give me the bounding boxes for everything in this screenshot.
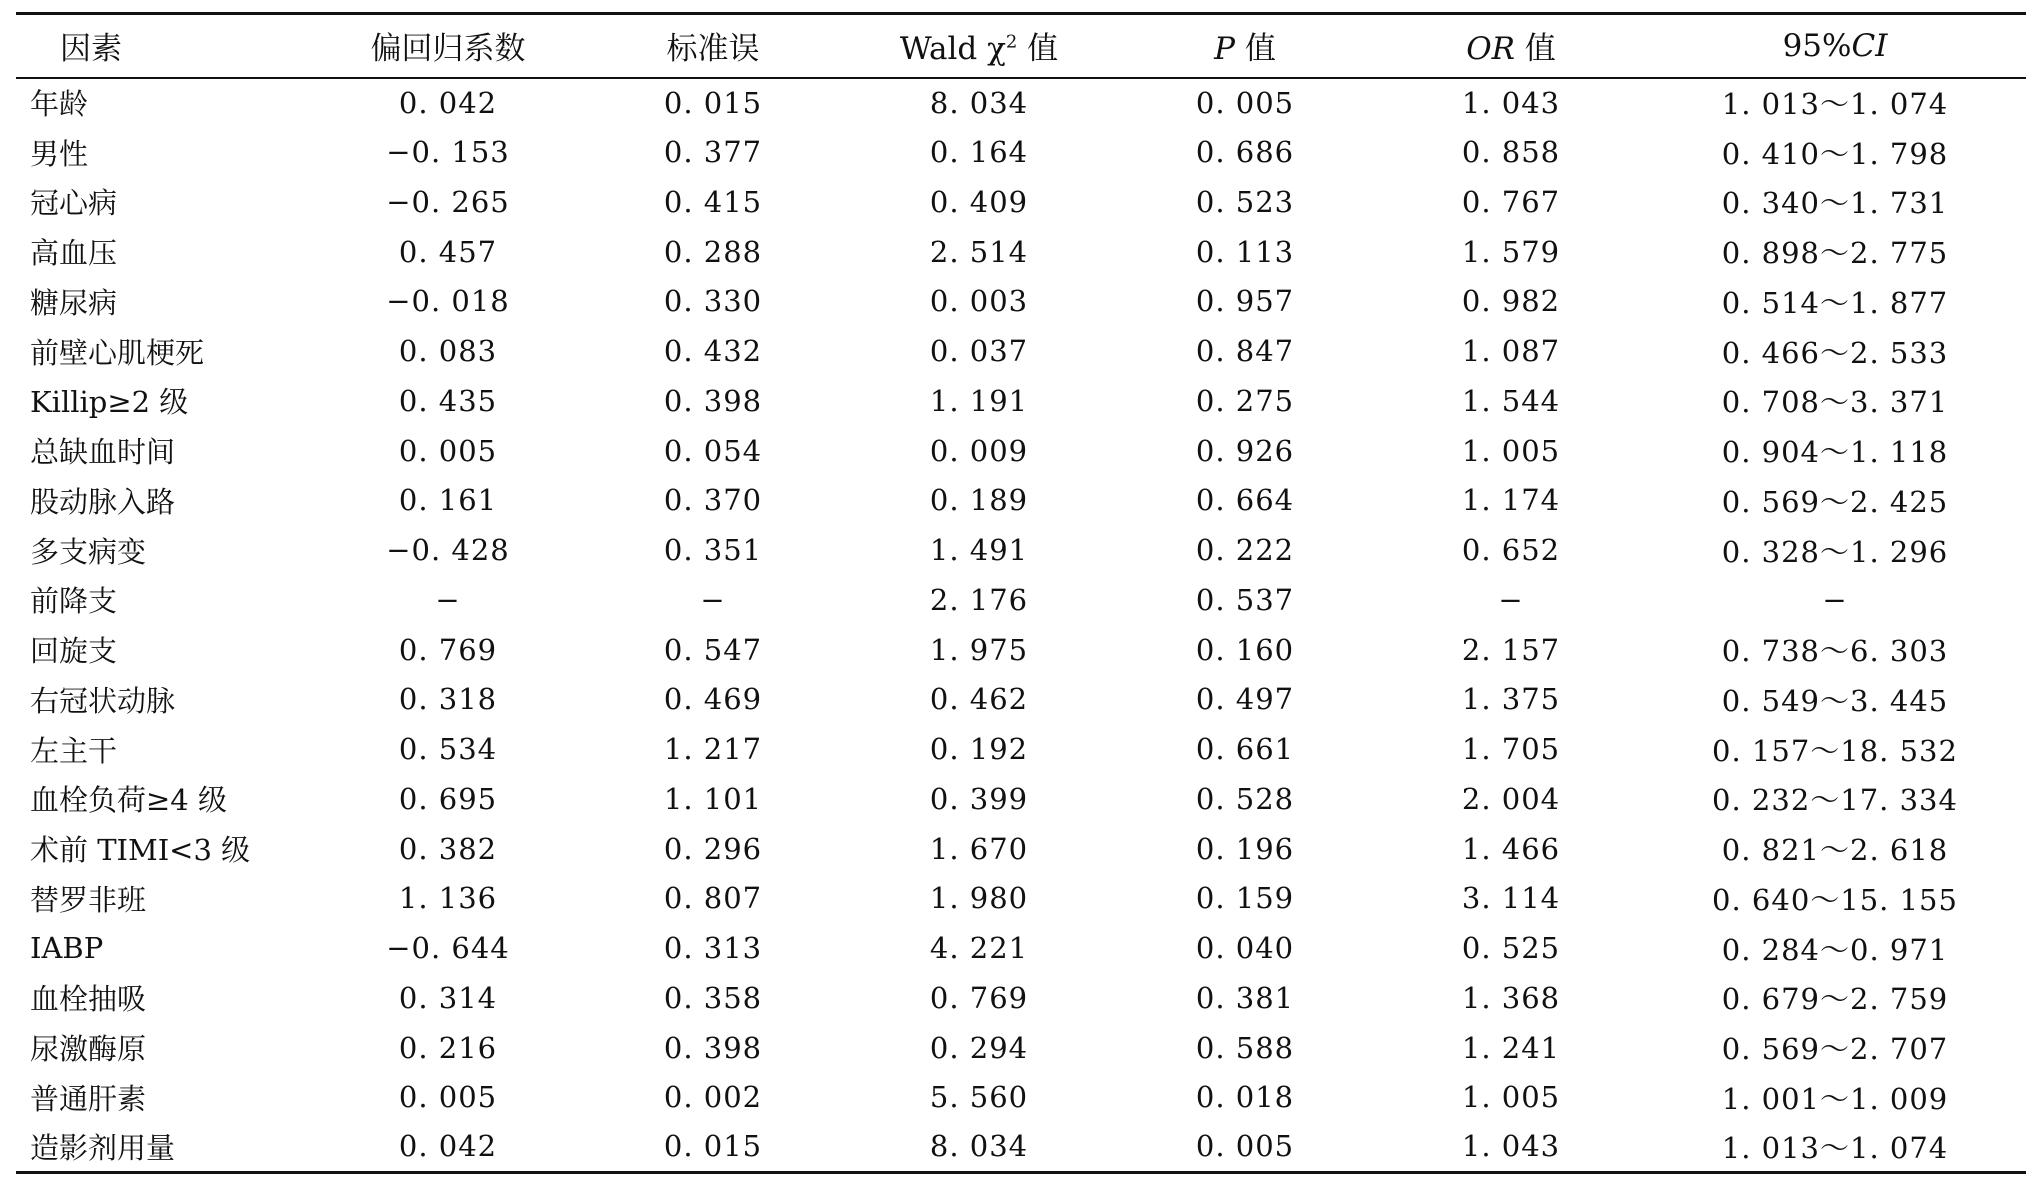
cell-wald: 1. 975 <box>929 632 1029 667</box>
table-row <box>16 824 2026 874</box>
cell-factor: 替罗非班 <box>30 882 147 917</box>
cell-wald: 0. 294 <box>929 1030 1029 1065</box>
cell-p: 0. 381 <box>1195 980 1295 1015</box>
cell-se: 0. 296 <box>663 831 763 866</box>
cell-wald: 0. 003 <box>929 284 1029 319</box>
cell-or: 0. 525 <box>1461 931 1561 966</box>
cell-p: 0. 664 <box>1195 483 1295 518</box>
cell-p: 0. 005 <box>1112 1122 1378 1172</box>
cell-or: 2. 004 <box>1461 781 1561 816</box>
cell-or: 0. 652 <box>1461 533 1561 568</box>
cell-or: 1. 466 <box>1461 831 1561 866</box>
cell-se: 0. 015 <box>580 1122 846 1172</box>
header-se: 标准误 <box>580 14 846 78</box>
cell-or: 1. 241 <box>1461 1030 1561 1065</box>
cell-wald: 0. 192 <box>929 732 1029 767</box>
table-row <box>16 525 2026 575</box>
cell-factor: 多支病变 <box>30 534 147 569</box>
cell-p: 0. 588 <box>1195 1030 1295 1065</box>
table-row <box>16 1023 2026 1073</box>
cell-p: 0. 196 <box>1195 831 1295 866</box>
cell-ci: 0. 410～1. 798 <box>1721 136 1949 171</box>
cell-se: 0. 330 <box>663 284 763 319</box>
regression-table-container <box>16 12 2026 1174</box>
cell-wald: 0. 399 <box>929 781 1029 816</box>
cell-coef: 0. 005 <box>398 433 498 468</box>
cell-coef: −0. 265 <box>386 184 510 219</box>
header-p-suffix: 值 <box>1235 31 1276 68</box>
cell-or: 1. 174 <box>1461 483 1561 518</box>
cell-factor: 造影剂用量 <box>16 1122 316 1172</box>
cell-or: 1. 579 <box>1461 234 1561 269</box>
header-ci-italic: CI <box>1851 27 1888 64</box>
cell-p: 0. 159 <box>1195 881 1295 916</box>
cell-factor: 高血压 <box>30 236 118 271</box>
table-row <box>16 1122 2026 1172</box>
cell-p: 0. 926 <box>1195 433 1295 468</box>
cell-ci: 0. 157～18. 532 <box>1712 733 1958 768</box>
cell-ci: 0. 284～0. 971 <box>1721 932 1949 967</box>
cell-wald: 1. 491 <box>929 533 1029 568</box>
table-row <box>16 78 2026 128</box>
cell-or: 1. 368 <box>1461 980 1561 1015</box>
cell-ci: 1. 013～1. 074 <box>1644 1122 2026 1172</box>
cell-wald: 0. 164 <box>929 135 1029 170</box>
cell-or: 1. 375 <box>1461 682 1561 717</box>
cell-wald: 2. 514 <box>929 234 1029 269</box>
cell-ci: 1. 013～1. 074 <box>1721 87 1949 122</box>
cell-se: 0. 398 <box>663 383 763 418</box>
cell-factor: 左主干 <box>30 733 118 768</box>
cell-wald: 2. 176 <box>929 582 1029 617</box>
cell-wald: 0. 037 <box>929 334 1029 369</box>
cell-ci: 0. 708～3. 371 <box>1721 385 1949 420</box>
cell-se: 0. 358 <box>663 980 763 1015</box>
table-row <box>16 127 2026 177</box>
table-row <box>16 774 2026 824</box>
cell-ci: 0. 232～17. 334 <box>1712 783 1958 818</box>
cell-p: 0. 160 <box>1195 632 1295 667</box>
cell-coef: 0. 435 <box>398 383 498 418</box>
cell-factor: 年龄 <box>30 87 89 122</box>
cell-or: 1. 043 <box>1378 1122 1644 1172</box>
cell-ci: 0. 340～1. 731 <box>1721 186 1949 221</box>
cell-se: 0. 547 <box>663 632 763 667</box>
cell-coef: −0. 644 <box>386 931 510 966</box>
header-p-italic: P <box>1214 31 1235 68</box>
cell-p: 0. 497 <box>1195 682 1295 717</box>
table-row <box>16 724 2026 774</box>
cell-or: 1. 005 <box>1461 1080 1561 1115</box>
header-row <box>16 14 2026 78</box>
header-coef: 偏回归系数 <box>316 14 580 78</box>
cell-factor: 尿激酶原 <box>30 1032 147 1067</box>
cell-wald: 0. 769 <box>929 980 1029 1015</box>
cell-coef: 0. 042 <box>398 85 498 120</box>
regression-table <box>16 12 2026 1174</box>
cell-or: 2. 157 <box>1461 632 1561 667</box>
cell-se: 1. 217 <box>663 732 763 767</box>
header-wald-prefix: Wald χ <box>899 31 1006 68</box>
cell-ci: 0. 328～1. 296 <box>1721 534 1949 569</box>
cell-coef: 0. 161 <box>398 483 498 518</box>
cell-factor: 糖尿病 <box>30 285 118 320</box>
cell-factor: 前壁心肌梗死 <box>30 335 205 370</box>
table-row <box>16 277 2026 327</box>
cell-or: 1. 544 <box>1461 383 1561 418</box>
cell-or: 1. 043 <box>1461 85 1561 120</box>
cell-p: 0. 275 <box>1195 383 1295 418</box>
header-ci <box>1644 14 2026 78</box>
cell-ci: 0. 514～1. 877 <box>1721 285 1949 320</box>
header-or-italic: OR <box>1466 31 1515 68</box>
cell-or: 0. 767 <box>1461 184 1561 219</box>
cell-wald: 8. 034 <box>929 85 1029 120</box>
cell-ci: 1. 001～1. 009 <box>1721 1081 1949 1116</box>
cell-coef: 0. 382 <box>398 831 498 866</box>
cell-ci: 0. 679～2. 759 <box>1721 982 1949 1017</box>
cell-p: 0. 847 <box>1195 334 1295 369</box>
cell-se: 0. 313 <box>663 931 763 966</box>
header-or <box>1378 14 1644 78</box>
cell-ci: 0. 569～2. 425 <box>1721 484 1949 519</box>
header-or-suffix: 值 <box>1514 31 1556 68</box>
cell-factor: 血栓抽吸 <box>30 982 147 1017</box>
cell-se: 0. 415 <box>663 184 763 219</box>
cell-factor: 冠心病 <box>30 186 118 221</box>
cell-ci: 0. 640～15. 155 <box>1712 882 1958 917</box>
cell-wald: 0. 462 <box>929 682 1029 717</box>
table-row <box>16 874 2026 924</box>
cell-or: 1. 005 <box>1461 433 1561 468</box>
cell-coef: 0. 318 <box>398 682 498 717</box>
cell-se: 0. 351 <box>663 533 763 568</box>
cell-or: 1. 705 <box>1461 732 1561 767</box>
table-row <box>16 177 2026 227</box>
cell-wald: 1. 670 <box>929 831 1029 866</box>
cell-p: 0. 005 <box>1195 85 1295 120</box>
cell-ci: 0. 898～2. 775 <box>1721 236 1949 271</box>
cell-wald: 5. 560 <box>929 1080 1029 1115</box>
cell-or: 0. 858 <box>1461 135 1561 170</box>
cell-p: 0. 018 <box>1195 1080 1295 1115</box>
cell-factor: IABP <box>30 931 104 966</box>
cell-factor: 右冠状动脉 <box>30 683 176 718</box>
cell-wald: 0. 189 <box>929 483 1029 518</box>
cell-se: 0. 288 <box>663 234 763 269</box>
table-row <box>16 426 2026 476</box>
table-row <box>16 227 2026 277</box>
cell-factor: Killip≥2 级 <box>30 385 189 420</box>
cell-wald: 0. 009 <box>929 433 1029 468</box>
table-row <box>16 923 2026 973</box>
header-p <box>1112 14 1378 78</box>
cell-factor: 前降支 <box>30 584 118 619</box>
cell-se: 0. 807 <box>663 881 763 916</box>
cell-factor: 总缺血时间 <box>30 435 176 470</box>
header-wald-suffix: 值 <box>1017 31 1059 68</box>
cell-wald: 4. 221 <box>929 931 1029 966</box>
cell-factor: 血栓负荷≥4 级 <box>30 783 227 818</box>
cell-wald: 0. 409 <box>929 184 1029 219</box>
cell-ci: 0. 549～3. 445 <box>1721 683 1949 718</box>
cell-ci: 0. 569～2. 707 <box>1721 1032 1949 1067</box>
cell-coef: −0. 153 <box>386 135 510 170</box>
cell-p: 0. 528 <box>1195 781 1295 816</box>
cell-coef: 0. 042 <box>316 1122 580 1172</box>
cell-ci: 0. 821～2. 618 <box>1721 833 1949 868</box>
cell-se: 0. 015 <box>663 85 763 120</box>
cell-coef: − <box>435 582 461 617</box>
cell-factor: 术前 TIMI<3 级 <box>30 833 251 868</box>
cell-se: 0. 377 <box>663 135 763 170</box>
cell-coef: 1. 136 <box>398 881 498 916</box>
table-row <box>16 973 2026 1023</box>
cell-coef: −0. 428 <box>386 533 510 568</box>
cell-p: 0. 537 <box>1195 582 1295 617</box>
cell-or: 3. 114 <box>1461 881 1561 916</box>
cell-ci: 0. 738～6. 303 <box>1721 634 1949 669</box>
cell-ci: 0. 466～2. 533 <box>1721 335 1949 370</box>
cell-coef: −0. 018 <box>386 284 510 319</box>
cell-coef: 0. 083 <box>398 334 498 369</box>
cell-or: 0. 982 <box>1461 284 1561 319</box>
cell-se: 1. 101 <box>663 781 763 816</box>
cell-coef: 0. 769 <box>398 632 498 667</box>
cell-coef: 0. 457 <box>398 234 498 269</box>
table-row <box>16 1073 2026 1123</box>
table-row <box>16 575 2026 625</box>
cell-ci: 0. 904～1. 118 <box>1721 435 1949 470</box>
header-ci-prefix: 95% <box>1782 27 1852 64</box>
table-row <box>16 326 2026 376</box>
cell-or: − <box>1498 582 1524 617</box>
cell-p: 0. 957 <box>1195 284 1295 319</box>
cell-se: 0. 398 <box>663 1030 763 1065</box>
cell-se: 0. 002 <box>663 1080 763 1115</box>
cell-ci: − <box>1822 582 1848 617</box>
cell-coef: 0. 216 <box>398 1030 498 1065</box>
cell-coef: 0. 534 <box>398 732 498 767</box>
cell-se: 0. 054 <box>663 433 763 468</box>
cell-p: 0. 686 <box>1195 135 1295 170</box>
cell-or: 1. 087 <box>1461 334 1561 369</box>
cell-se: 0. 469 <box>663 682 763 717</box>
cell-se: − <box>700 582 726 617</box>
cell-factor: 股动脉入路 <box>30 484 176 519</box>
cell-wald: 1. 191 <box>929 383 1029 418</box>
cell-p: 0. 661 <box>1195 732 1295 767</box>
cell-se: 0. 432 <box>663 334 763 369</box>
cell-factor: 普通肝素 <box>30 1081 147 1116</box>
cell-se: 0. 370 <box>663 483 763 518</box>
cell-coef: 0. 005 <box>398 1080 498 1115</box>
table-row <box>16 625 2026 675</box>
cell-factor: 男性 <box>30 136 89 171</box>
header-wald-sup: 2 <box>1005 31 1018 53</box>
cell-coef: 0. 314 <box>398 980 498 1015</box>
cell-p: 0. 523 <box>1195 184 1295 219</box>
cell-factor: 回旋支 <box>30 634 118 669</box>
cell-wald: 1. 980 <box>929 881 1029 916</box>
cell-coef: 0. 695 <box>398 781 498 816</box>
cell-p: 0. 222 <box>1195 533 1295 568</box>
cell-p: 0. 040 <box>1195 931 1295 966</box>
table-row <box>16 476 2026 526</box>
header-wald <box>846 14 1112 78</box>
header-factor: 因素 <box>16 14 316 78</box>
table-row <box>16 376 2026 426</box>
cell-wald: 8. 034 <box>846 1122 1112 1172</box>
cell-p: 0. 113 <box>1195 234 1295 269</box>
table-row <box>16 675 2026 725</box>
table-body <box>16 78 2026 1173</box>
